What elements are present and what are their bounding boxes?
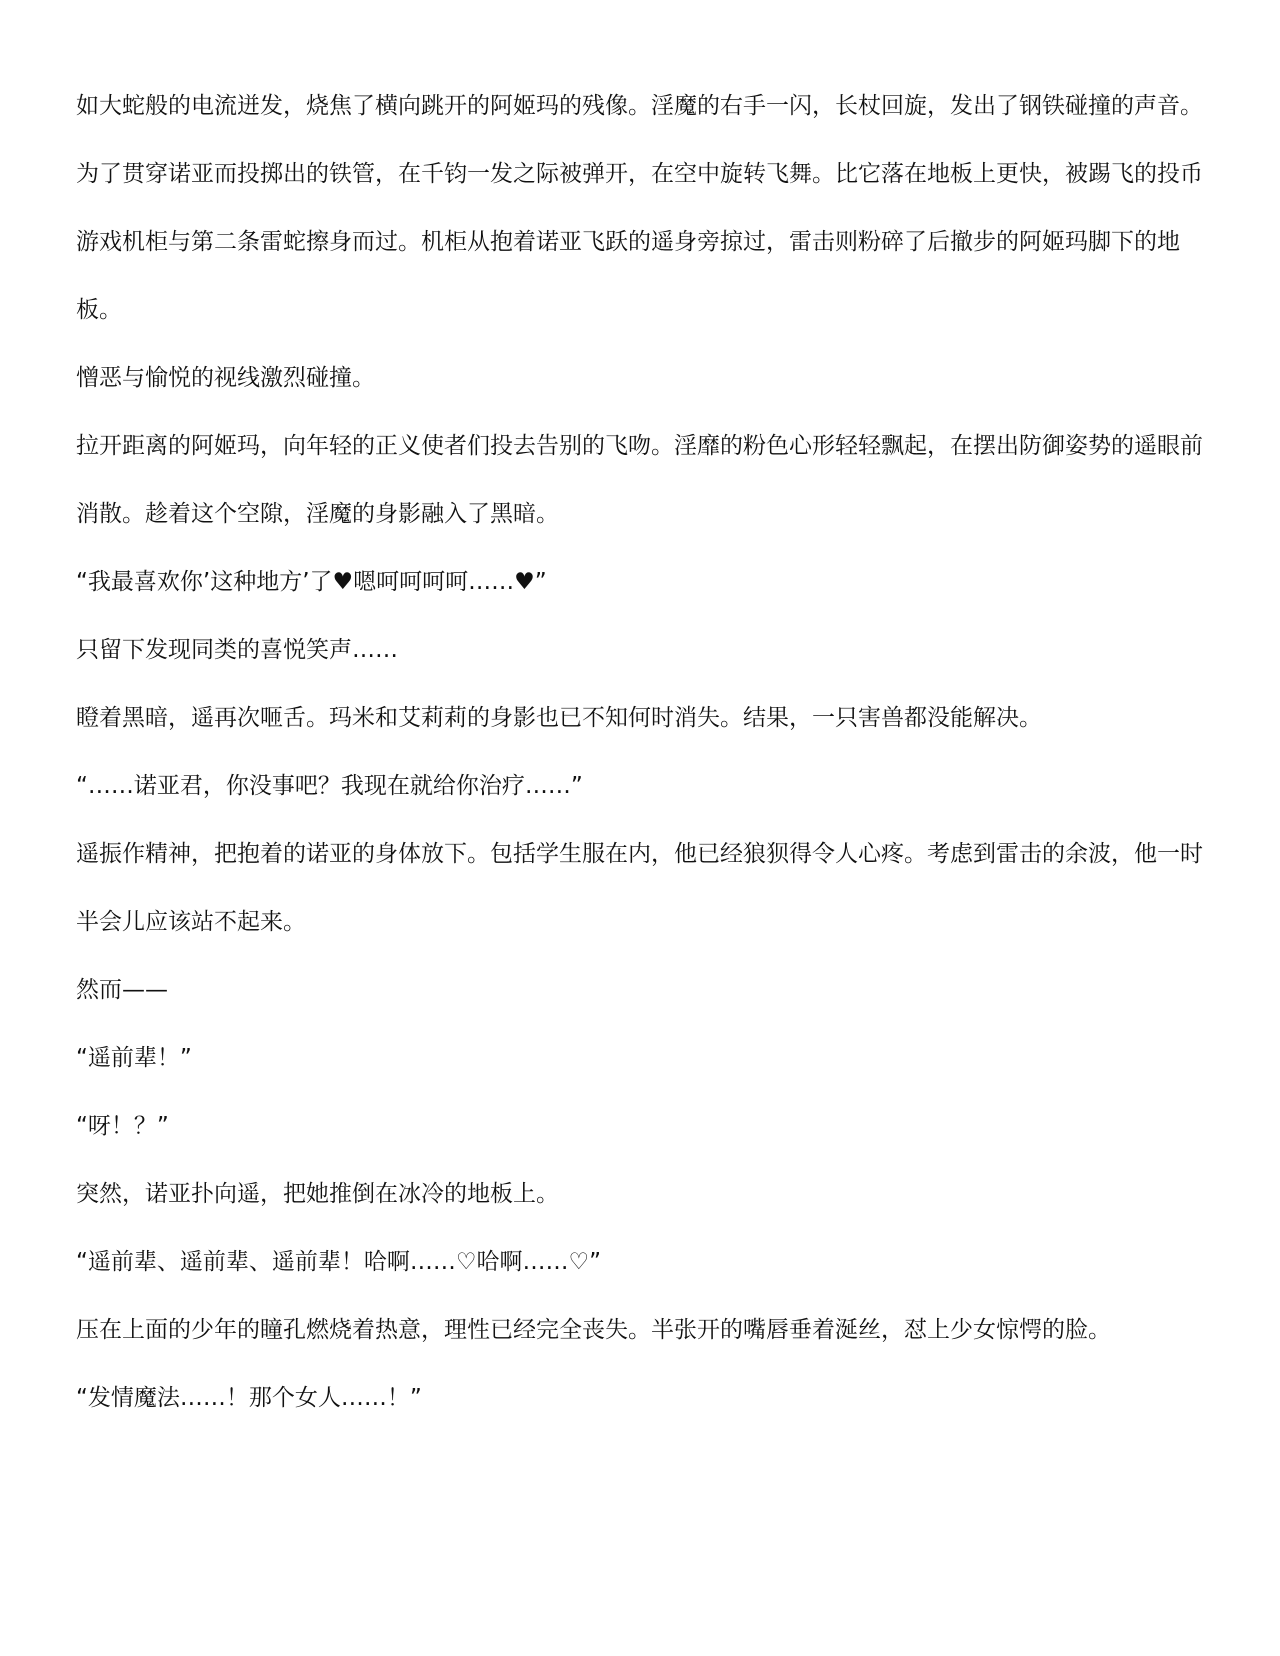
paragraph: 如大蛇般的电流迸发，烧焦了横向跳开的阿姬玛的残像。淫魔的右手一闪，长杖回旋，发出了钢铁碰撞的声音。 (76, 93, 1203, 119)
paragraph: 遥振作精神，把抱着的诺亚的身体放下。包括学生服在内，他已经狼狈得令人心疼。考虑到雷击的余波，他一时半会儿应该站不起来。 (76, 841, 1203, 935)
paragraph: 憎恶与愉悦的视线激烈碰撞。 (76, 365, 375, 391)
document-body (76, 72, 1206, 1432)
paragraph: “我最喜欢你’这种地方’了♥嗯呵呵呵呵……♥” (76, 569, 547, 595)
paragraph: 突然，诺亚扑向遥，把她推倒在冰冷的地板上。 (76, 1181, 559, 1207)
paragraph: 只留下发现同类的喜悦笑声…… (76, 637, 398, 663)
paragraph: “遥前辈！” (76, 1045, 192, 1071)
paragraph: 为了贯穿诺亚而投掷出的铁管，在千钧一发之际被弹开，在空中旋转飞舞。比它落在地板上更快，被踢飞的投币游戏机柜与第二条雷蛇擦身而过。机柜从抱着诺亚飞跃的遥身旁掠过，雷击则粉碎了后撤步的阿姬玛脚下的地板。 (76, 161, 1203, 323)
paragraph: 压在上面的少年的瞳孔燃烧着热意，理性已经完全丧失。半张开的嘴唇垂着涎丝，怼上少女惊愕的脸。 (76, 1317, 1111, 1343)
paragraph: “……诺亚君，你没事吧？我现在就给你治疗……” (76, 773, 583, 799)
paragraph: “遥前辈、遥前辈、遥前辈！哈啊……♡哈啊……♡” (76, 1249, 602, 1275)
paragraph: “发情魔法……！那个女人……！” (76, 1385, 422, 1411)
paragraph: 瞪着黑暗，遥再次咂舌。玛米和艾莉莉的身影也已不知何时消失。结果，一只害兽都没能解决。 (76, 705, 1042, 731)
paragraph: 然而—— (76, 977, 168, 1003)
paragraph: 拉开距离的阿姬玛，向年轻的正义使者们投去告别的飞吻。淫靡的粉色心形轻轻飘起，在摆出防御姿势的遥眼前消散。趁着这个空隙，淫魔的身影融入了黑暗。 (76, 433, 1203, 527)
paragraph: “呀！？” (76, 1113, 169, 1139)
